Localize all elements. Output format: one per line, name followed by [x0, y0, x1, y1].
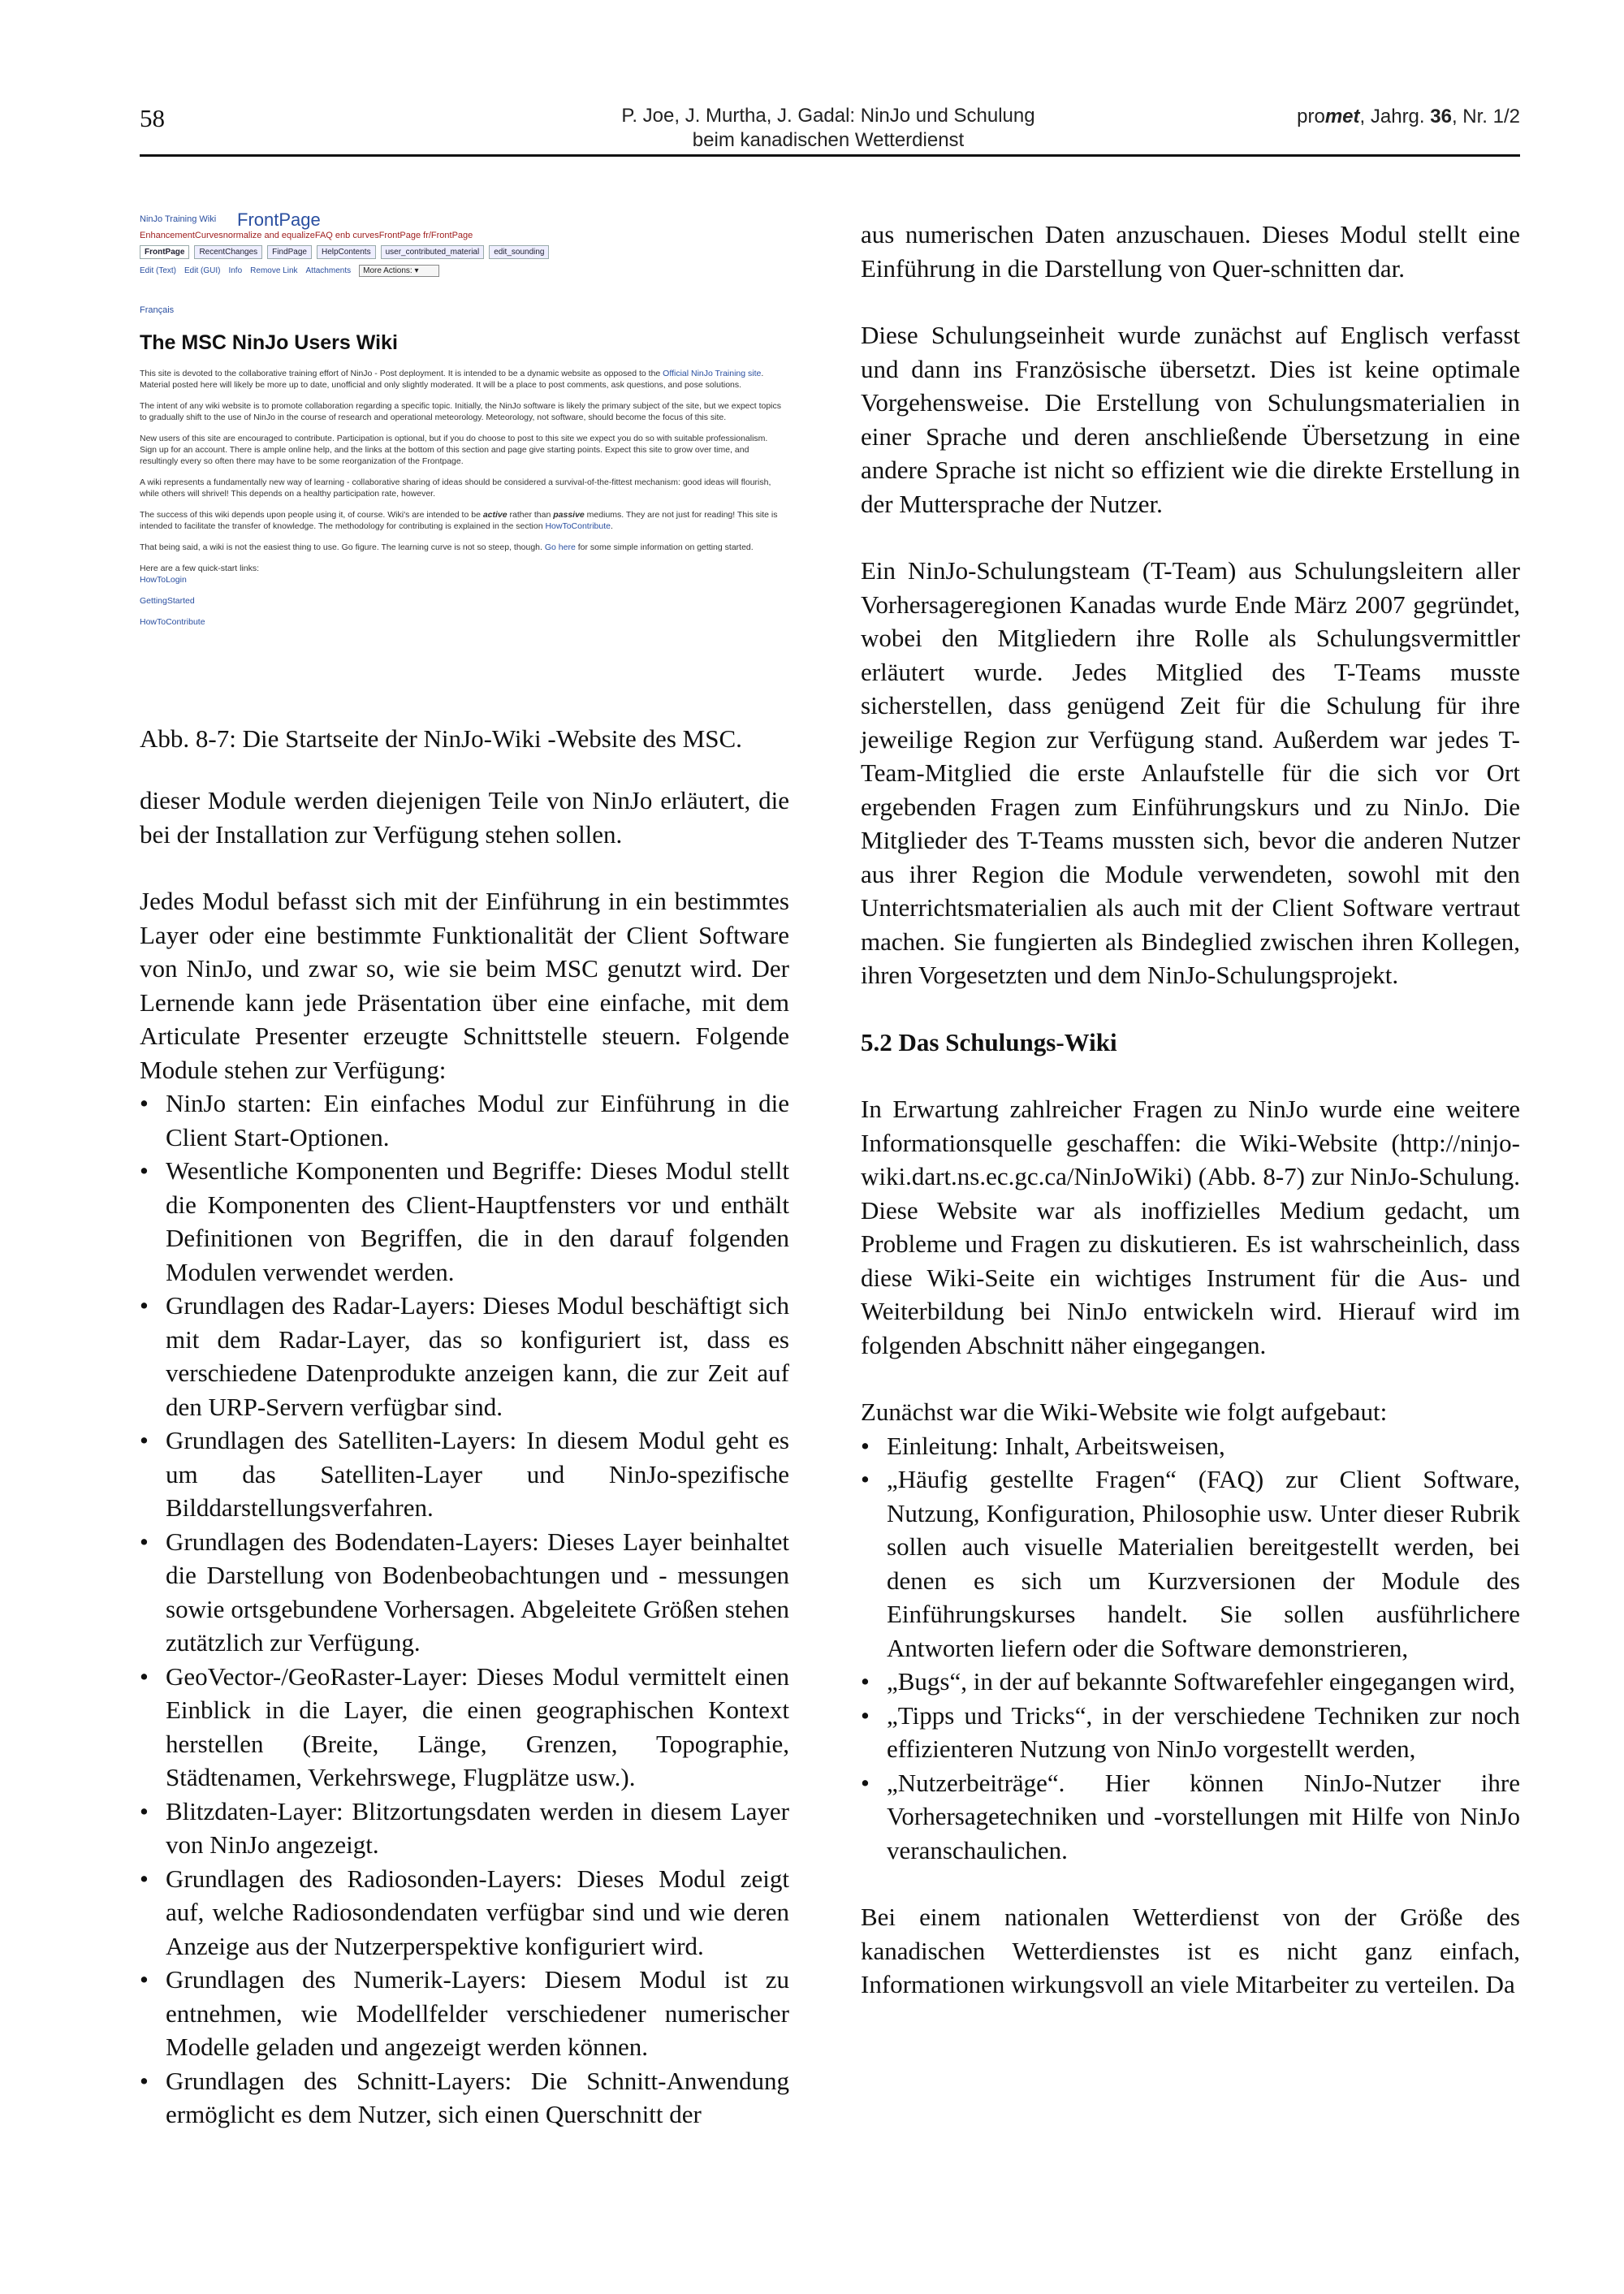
wiki-go-here-link[interactable]: Go here	[544, 542, 576, 552]
running-title-line1: P. Joe, J. Murtha, J. Gadal: NinJo und Schulung	[621, 105, 1035, 127]
chevron-down-icon: ▾	[414, 266, 419, 275]
module-list	[140, 1087, 789, 2132]
list-item: • Grundlagen des Bodendaten-Layers: Dieses Layer beinhaltet die Darstellung von Bodenbeobachtungen und - messungen sowie ortsgebundene Vorhersagen. Abgeleitete Größen stehen zutätzlich zur Verfügung.	[140, 1525, 789, 1660]
wiki-paragraph	[140, 542, 781, 553]
wiki-attachments-link[interactable]: Attachments	[305, 266, 352, 275]
wiki-text: for some simple information on getting started.	[575, 542, 754, 552]
wiki-language-link[interactable]: Français	[140, 305, 175, 315]
wiki-howtocontribute-link[interactable]: HowToContribute	[545, 521, 611, 531]
wiki-text: That being said, a wiki is not the easiest thing to use. Go figure. The learning curve is not so steep, though.	[140, 542, 545, 552]
journal-met: met	[1324, 106, 1360, 127]
wiki-remove-link[interactable]: Remove Link	[250, 266, 298, 275]
wiki-quicklinks-intro: Here are a few quick-start links:	[140, 564, 260, 573]
figure-caption: Abb. 8-7: Die Startseite der NinJo-Wiki -Website des MSC.	[140, 724, 742, 753]
right-column	[861, 218, 1520, 2002]
list-item: • Grundlagen des Radiosonden-Layers: Dieses Modul zeigt auf, welche Radiosondendaten verfügbar sind und wie deren Anzeige aus der Nutzerperspektive konfiguriert wird.	[140, 1862, 789, 1964]
wiki-structure-list	[861, 1429, 1520, 1868]
wiki-text: .	[611, 521, 613, 531]
wiki-text: This site is devoted to the collaborative training effort of NinJo - Post deployment. It is intended to be a dynamic website as opposed to the	[140, 369, 663, 378]
journal-pro: pro	[1297, 106, 1325, 127]
wiki-official-training-link[interactable]: Official NinJo Training site	[663, 369, 762, 378]
wiki-edit-text-link[interactable]: Edit (Text)	[140, 266, 177, 275]
wiki-more-actions-select[interactable]	[359, 265, 438, 277]
wiki-body	[140, 368, 781, 637]
list-item: • GeoVector-/GeoRaster-Layer: Dieses Modul vermittelt einen Einblick in die Layer, die einen geographischen Kontext herstellen (Breite, Länge, Grenzen, Topographie, Städtenamen, Verkehrswege, Flugplätze usw.).	[140, 1660, 789, 1795]
wiki-more-actions-label: More Actions:	[363, 266, 412, 275]
journal-issue: , Nr. 1/2	[1451, 106, 1520, 127]
wiki-editbar	[140, 265, 439, 277]
list-item: • Einleitung: Inhalt, Arbeitsweisen,	[861, 1429, 1520, 1463]
wiki-text: mediums. They are not just for reading! This site is intended to facilitate the transfer of knowledge. The methodology for contributing is explained in the section	[140, 510, 778, 531]
wiki-quicklink-howtologin[interactable]: HowToLogin	[140, 575, 187, 585]
wiki-info-link[interactable]: Info	[228, 266, 243, 275]
page-number: 58	[140, 104, 165, 132]
wiki-logo[interactable]: NinJo Training Wiki	[140, 214, 217, 224]
wiki-paragraph: A wiki represents a fundamentally new way of learning - collaborative sharing of ideas should be considered a survival-of-the-fittest mechanism: good ideas will flourish, while others will shrivel! This depends on a healthy participation rate, however.	[140, 477, 771, 499]
wiki-text: . Material posted here will likely be more up to date, unofficial and only slightly moderated. It will be a place to post comments, ask questions, and pose solutions.	[140, 369, 764, 390]
wiki-tab-user-contributed[interactable]: user_contributed_material	[381, 245, 485, 259]
body-paragraph: Zunächst war die Wiki-Website wie folgt aufgebaut:	[861, 1398, 1388, 1426]
journal-volume: 36	[1430, 106, 1452, 127]
list-item: • Grundlagen des Radar-Layers: Dieses Modul beschäftigt sich mit dem Radar-Layer, das so konfiguriert ist, dass es verschiedene Datenprodukte anzeigen kann, die zur Zeit auf den URP-Servern verfügbar sind.	[140, 1289, 789, 1423]
wiki-tab-edit-sounding[interactable]: edit_sounding	[489, 245, 549, 259]
body-paragraph: Jedes Modul befasst sich mit der Einführung in ein bestimmtes Layer oder eine bestimmte Funktionalität der Client Software von NinJo, und zwar so, wie sie beim MSC genutzt wird. Der Lernende kann jede Präsentation über eine einfache, mit dem Articulate Presenter erzeugte Schnittstelle steuern. Folgende Module stehen zur Verfügung:	[140, 887, 789, 1084]
list-item: • Grundlagen des Numerik-Layers: Diesem Modul ist zu entnehmen, wie Modellfelder verschiedener numerischer Modelle geladen und angezeigt werden können.	[140, 1963, 789, 2064]
list-item: • Grundlagen des Schnitt-Layers: Die Schnitt-Anwendung ermöglicht es dem Nutzer, sich einen Querschnitt der	[140, 2064, 789, 2132]
wiki-text-passive: passive	[553, 510, 585, 520]
header-rule	[140, 154, 1520, 157]
wiki-navbar	[140, 245, 549, 259]
section-heading: 5.2 Das Schulungs-Wiki	[861, 1027, 1117, 1056]
list-item: • Grundlagen des Satelliten-Layers: In diesem Modul geht es um das Satelliten-Layer und NinJo-spezifische Bilddarstellungsverfahren.	[140, 1423, 789, 1525]
wiki-paragraph: New users of this site are encouraged to contribute. Participation is optional, but if you do choose to post to this site we expect you do so with suitable professionalism. Sign up for an account. There is ample online help, and the links at the bottom of this section and page give starting points. Expect this site to grow over time, and resultingly every so often there may have to be some reorganization of the Frontpage.	[140, 434, 768, 466]
body-paragraph: aus numerischen Daten anzuschauen. Dieses Modul stellt eine Einführung in die Darstellung von Quer-schnitten dar.	[861, 220, 1520, 283]
journal-reference	[1297, 106, 1520, 128]
wiki-page-title[interactable]: FrontPage	[237, 210, 321, 230]
wiki-heading: The MSC NinJo Users Wiki	[140, 331, 398, 354]
wiki-tab-helpcontents[interactable]: HelpContents	[317, 245, 376, 259]
wiki-paragraph	[140, 368, 781, 391]
wiki-paragraph	[140, 509, 781, 532]
list-item: • „Tipps und Tricks“, in der verschiedene Techniken zur noch effizienteren Nutzung von NinJo vorgestellt werden,	[861, 1699, 1520, 1766]
list-item: • NinJo starten: Ein einfaches Modul zur Einführung in die Client Start-Optionen.	[140, 1087, 789, 1154]
wiki-text: rather than	[507, 510, 554, 520]
list-item: • Wesentliche Komponenten und Begriffe: Dieses Modul stellt die Komponenten des Client-Hauptfensters vor und enthält Definitionen von Begriffen, die in den darauf folgenden Modulen verwendet werden.	[140, 1154, 789, 1289]
wiki-quicklink-gettingstarted[interactable]: GettingStarted	[140, 596, 195, 606]
running-title	[568, 104, 1088, 153]
wiki-quicklink-howtocontribute[interactable]: HowToContribute	[140, 617, 205, 627]
body-paragraph: Diese Schulungseinheit wurde zunächst auf Englisch verfasst und dann ins Französische übersetzt. Dies ist keine optimale Vorgehensweise. Die Erstellung von Schulungsmaterialien in einer Sprache und deren anschließende Übersetzung in eine andere Sprache ist nicht so effizient wie die direkte Erstellung in der Muttersprache der Nutzer.	[861, 321, 1520, 518]
wiki-tab-findpage[interactable]: FindPage	[267, 245, 312, 259]
wiki-edit-gui-link[interactable]: Edit (GUI)	[184, 266, 221, 275]
wiki-tab-recentchanges[interactable]: RecentChanges	[194, 245, 262, 259]
body-paragraph: Bei einem nationalen Wetterdienst von der Größe des kanadischen Wetterdienstes ist es nicht ganz einfach, Informationen wirkungsvoll an viele Mitarbeiter zu verteilen. Da	[861, 1903, 1520, 1998]
wiki-trail[interactable]: EnhancementCurvesnormalize and equalizeFAQ enb curvesFrontPage fr/FrontPage	[140, 231, 473, 240]
list-item: • Blitzdaten-Layer: Blitzortungsdaten werden in diesem Layer von NinJo angezeigt.	[140, 1795, 789, 1862]
list-item: • „Nutzerbeiträge“. Hier können NinJo-Nutzer ihre Vorhersagetechniken und -vorstellungen mit Hilfe von NinJo veranschaulichen.	[861, 1766, 1520, 1868]
journal-jahrg: , Jahrg.	[1359, 106, 1431, 127]
body-paragraph: Ein NinJo-Schulungsteam (T-Team) aus Schulungsleitern aller Vorhersageregionen Kanadas wurde Ende März 2007 gegründet, wobei den Mitgliedern ihre Rolle als Schulungsvermittler erläutert wurde. Jedes Mitglied des T-Teams musste sicherstellen, dass genügend Zeit für die Schulung für ihre jeweilige Region zur Verfügung stand. Außerdem war jedes T-Team-Mitglied die erste Anlaufstelle für die sich vor Ort ergebenden Fragen zum Einführungskurs und zu NinJo. Die Mitglieder des T-Teams mussten sich, bevor die anderen Nutzer aus ihrer Region die Module verwendeten, sowohl mit den Unterrichtsmaterialien als auch mit der Client Software vertraut machen. Sie fungierten als Bindeglied zwischen ihren Kollegen, ihren Vorgesetzten und dem NinJo-Schulungsprojekt.	[861, 556, 1520, 989]
running-title-line2: beim kanadischen Wetterdienst	[692, 129, 965, 151]
list-item: • „Häufig gestellte Fragen“ (FAQ) zur Client Software, Nutzung, Konfiguration, Philosophie usw. Unter dieser Rubrik sollen auch visuelle Materialien bereitgestellt werden, bei denen es sich um Kurzversionen der Module des Einführungskurses handelt. Sie sollen ausführlichere Antworten liefern oder die Software demonstrieren,	[861, 1462, 1520, 1665]
wiki-screenshot-figure	[140, 210, 781, 713]
left-column	[140, 784, 789, 2132]
wiki-text: The success of this wiki depends upon people using it, of course. Wiki's are intended to be	[140, 510, 483, 520]
body-paragraph: dieser Module werden diejenigen Teile von NinJo erläutert, die bei der Installation zur Verfügung stehen sollen.	[140, 786, 789, 849]
list-item: • „Bugs“, in der auf bekannte Softwarefehler eingegangen wird,	[861, 1665, 1520, 1699]
body-paragraph: In Erwartung zahlreicher Fragen zu NinJo wurde eine weitere Informationsquelle geschaffen: die Wiki-Website (http://ninjo-wiki.dart.ns.ec.gc.ca/NinJoWiki) (Abb. 8-7) zur NinJo-Schulung. Diese Website war als inoffizielles Medium gedacht, um Probleme und Fragen zu diskutieren. Es ist wahrscheinlich, dass diese Wiki-Seite ein wichtiges Instrument für die Aus- und Weiterbildung bei NinJo entwickeln wird. Hierauf wird im folgenden Abschnitt näher eingegangen.	[861, 1095, 1520, 1359]
wiki-tab-frontpage[interactable]: FrontPage	[140, 245, 189, 259]
wiki-text-active: active	[482, 510, 508, 520]
wiki-paragraph: The intent of any wiki website is to promote collaboration regarding a specific topic. Initially, the NinJo software is likely the primary subject of the site, but we expect topics to gradually shift to the use of NinJo in the course of research and operational meteorology. Meteorology, not software, should become the focus of this site.	[140, 401, 781, 422]
